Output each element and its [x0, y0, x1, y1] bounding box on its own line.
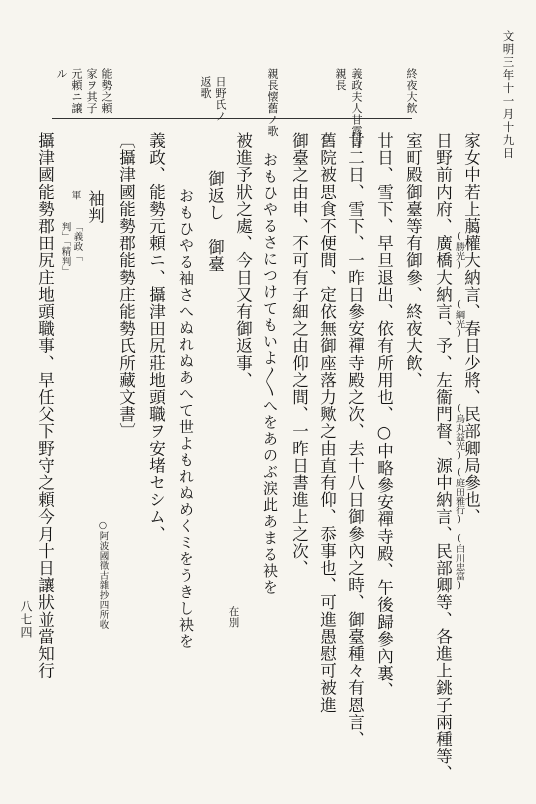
seal-gun: 軍	[69, 190, 81, 200]
text-column-4: 廿日、雪下、早旦退出、依有所用也、○中略參安禪寺殿、午後歸參內裏、	[374, 132, 394, 699]
seal-text-1: 「義政「	[71, 222, 83, 262]
headnote-hino-reply: 返歌	[199, 76, 212, 99]
headnote-hino: 日野氏ノ	[214, 76, 227, 122]
text-column-9: 被進予狀之處、今日又有御返事、	[233, 132, 253, 389]
poem-shinnaga: おもひやるさにつけてもいよ〳〵へをあのぶ涙此あまる袂を	[261, 152, 279, 596]
annotation-zaibetsu: 在別	[227, 606, 240, 628]
seal-text-2: 判」「精判」	[59, 222, 71, 277]
annotation-niwata: (庭田雅行)	[454, 468, 464, 526]
date-heading: 文明三年十一月十九日	[501, 30, 516, 160]
headnote-nose-4: ル	[55, 68, 68, 80]
headnote-shinnaga: 親長	[334, 68, 347, 91]
text-column-1: 家女中若上﨟權大納言、春日少將、民部卿局參也、	[461, 132, 481, 526]
text-column-3: 室町殿御臺等有御參、終夜大飲、	[403, 132, 423, 389]
headnote-shinnaga-poem: 親長懐舊ノ歌	[266, 68, 279, 137]
annotation-tsunamitsu: (綱光)	[454, 300, 464, 339]
sode-han-label: 袖判	[85, 190, 105, 225]
text-column-yoshimasa: 義政、能勢元頼ニ、攝津田尻莊地頭職ヲ安堵セシム、	[146, 132, 166, 543]
page-number: 八七四	[19, 600, 33, 639]
text-column-reply-heading: 御返し 御臺	[205, 170, 225, 273]
source-notes: ○阿波國徵古雜抄四所收	[97, 520, 109, 630]
headnote-nose-1: 能勢之頼	[100, 68, 113, 114]
poem-midai: おもひやる袖さへぬれぬあへて世よもれぬめくミをうきし袂を	[177, 188, 195, 650]
source-title: 〔攝津國能勢郡能勢庄能勢氏所藏文書〕	[116, 132, 136, 440]
annotation-katsumitsu: (勝光)	[454, 232, 464, 271]
text-column-6: 舊院被思食不便間、定依無御座落力歟之由直有仰、忝事也、可進愚慰可被進	[317, 132, 337, 714]
headnote-shuya: 終夜大飲	[405, 68, 418, 114]
headnote-nose-2: 家ヲ其子	[85, 68, 98, 114]
text-column-5: 廿二日、雪下、一昨日參安禪寺殿之次、去十八日御參內之時、御臺種々有恩言、	[345, 132, 365, 748]
headnote-nose-3: 元頼ニ譲	[70, 68, 83, 114]
headnote-yoshimasa: 義政夫人甘露寺	[350, 68, 363, 149]
text-column-7: 御臺之由申、不可有子細之由仰之間、一昨日書進上之次、	[289, 132, 309, 577]
text-column-2: 日野前内府、廣橋大納言、予、左衞門督、源中納言、民部卿等、各進上銚子兩種等、	[433, 132, 453, 782]
annotation-shirakawa: (白川忠富)	[454, 534, 464, 592]
annotation-karasumaru: (烏丸益光)	[454, 404, 464, 462]
text-column-last: 攝津國能勢郡田尻庄地頭職事、早任父下野守之頼今月十日讓狀並當知行	[35, 132, 55, 680]
